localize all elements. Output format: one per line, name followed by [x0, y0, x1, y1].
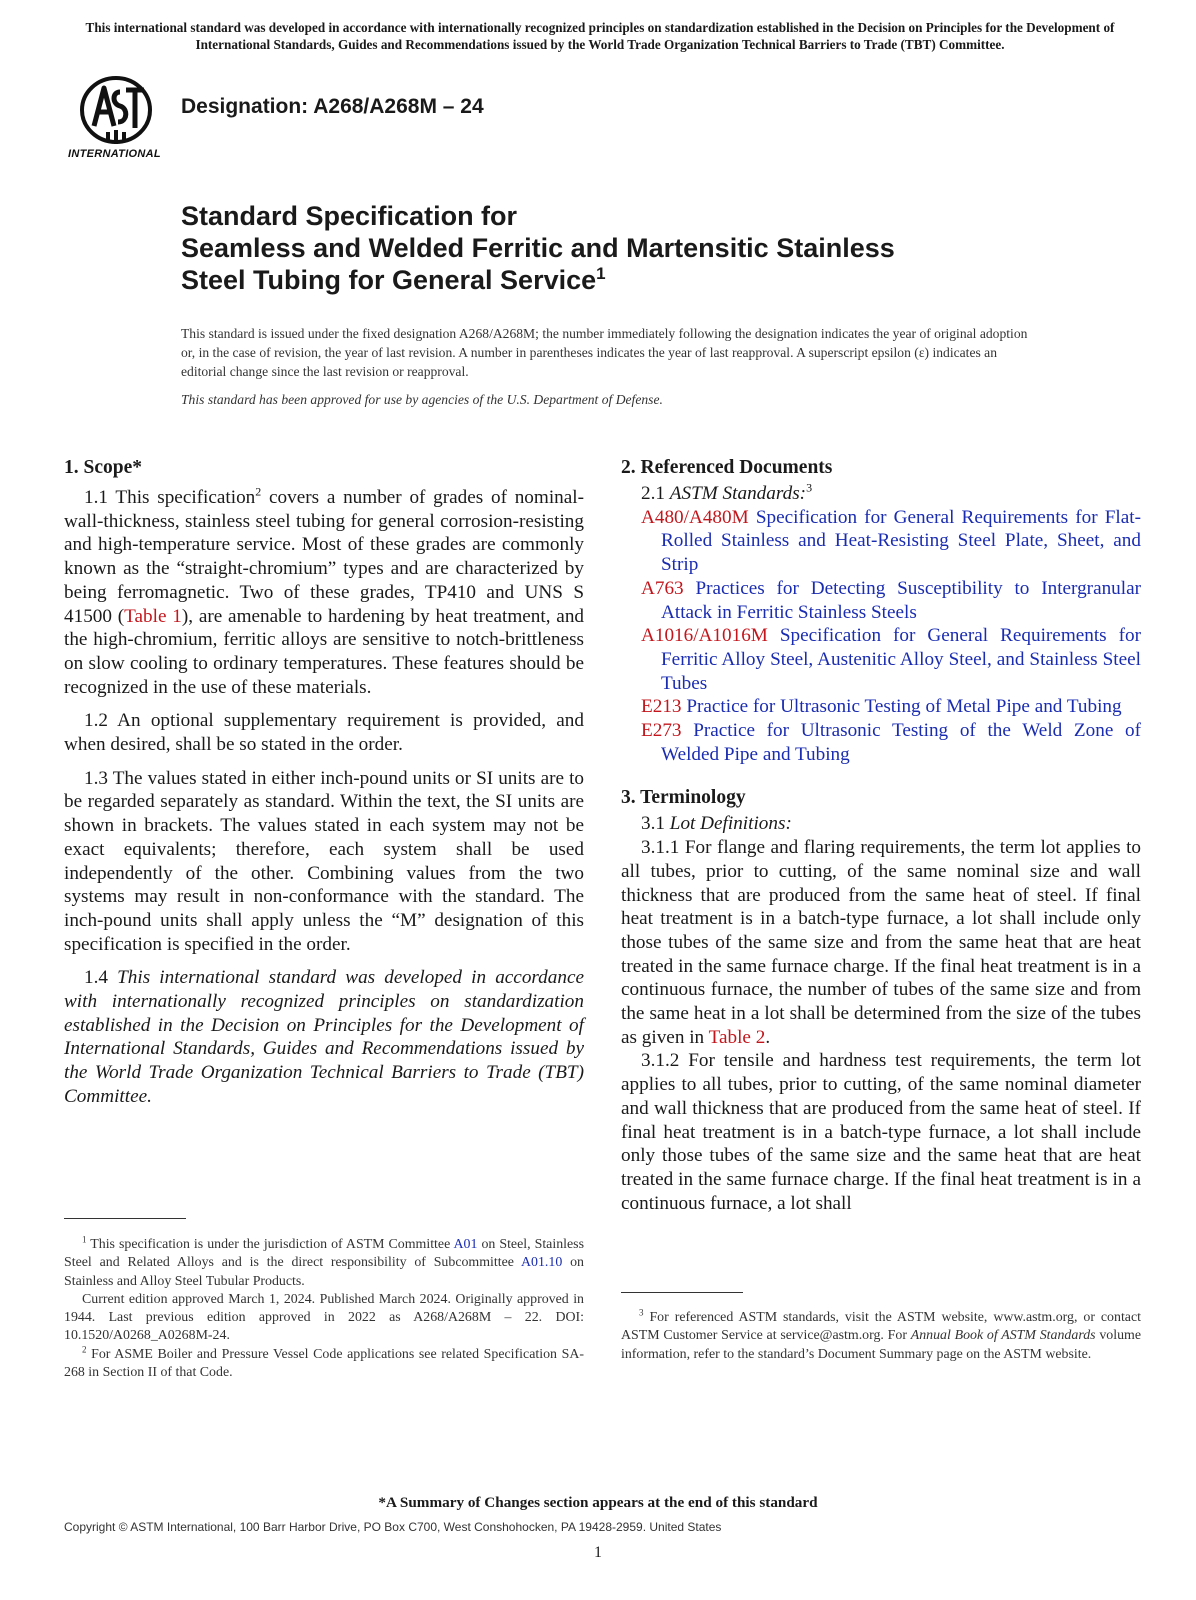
footnotes-left [64, 1236, 584, 1382]
referenced-document[interactable] [621, 719, 1141, 766]
footnote-1-text-c: on Stainless and Alloy Steel Tubular Products. [64, 1255, 584, 1289]
footnote-3-text: For referenced ASTM standards, visit the ASTM website, www.astm.org, or contact ASTM Customer Service at service@astm.org. For [621, 1310, 1141, 1344]
table-1-link[interactable]: Table 1 [124, 605, 182, 627]
paragraph-1-3: 1.3 The values stated in either inch-pound units or SI units are to be regarded separately as standard. Within the text, the SI units are shown in brackets. The values stated in each system may not be exact equivalents; therefore, each system shall be used independently of the other. Combining values from the two systems may result in non-conformance with the standard. The inch-pound units shall apply unless the “M” designation of this specification is specified in the order. [64, 767, 584, 955]
left-column [64, 456, 584, 1119]
footnote-3-mark: 3 [639, 1307, 644, 1318]
paragraph-1-4 [64, 966, 584, 1108]
footnote-rule-left [64, 1218, 186, 1219]
referenced-document-title[interactable]: Specification for General Requirements for Flat-Rolled Stainless and Heat-Resisting Steel Plate, Sheet, and Strip [661, 506, 1141, 576]
section-heading-scope: 1. Scope* [64, 457, 142, 478]
referenced-document[interactable] [621, 506, 1141, 577]
header-notice: This international standard was developed in accordance with internationally recognized principles on standardization established in the Decision on Principles for the Development of International Standards, Guides and Recommendations issued by the World Trade Organization Technical Barriers to Trade (TBT) Committee. [85, 20, 1115, 52]
document-title [181, 200, 895, 296]
subsection-3-1-label: Lot Definitions: [669, 813, 792, 835]
paragraph-1-4-number: 1.4 [84, 967, 118, 989]
referenced-document-title[interactable]: Practices for Detecting Susceptibility to Intergranular Attack in Ferritic Stainless Steels [661, 577, 1142, 623]
paragraph-1-4-text: This international standard was developed in accordance with internationally recognized principles on standardization established in the Decision on Principles for the Development of International Standards, Guides and Recommendations issued by the World Trade Organization Technical Barriers to Trade (TBT) Committee. [64, 967, 584, 1107]
summary-of-changes-note: *A Summary of Changes section appears at the end of this standard [378, 1494, 818, 1511]
referenced-document-code[interactable]: A1016/A1016M [641, 625, 768, 647]
referenced-document[interactable] [621, 577, 1141, 624]
paragraph-3-1-2: 3.1.2 For tensile and hardness test requirements, the term lot applies to all tubes, prior to cutting, of the same nominal diameter and wall thickness that are produced from the same heat of steel. If final heat treatment is in a batch-type furnace, a lot shall include only those tubes of the same size and the same heat that are heat treated in the same furnace charge. If the final heat treatment is in a continuous furnace, a lot shall [621, 1050, 1141, 1214]
title-line-3-text: Steel Tubing for General Service [181, 265, 597, 295]
referenced-document-code[interactable]: E213 [641, 696, 682, 718]
referenced-document[interactable] [621, 695, 1141, 719]
copyright-line: Copyright © ASTM International, 100 Barr Harbor Drive, PO Box C700, West Conshohocken, PA 19428-2959. United States [64, 1520, 722, 1534]
footnote-1-text: This specification is under the jurisdiction of ASTM Committee [86, 1237, 454, 1252]
dod-approval: This standard has been approved for use by agencies of the U.S. Department of Defense. [181, 392, 663, 407]
designation: Designation: A268/A268M – 24 [181, 95, 484, 118]
subsection-2-1 [621, 482, 1141, 506]
right-column [621, 456, 1141, 1215]
footnote-1-text-b: on Steel, Stainless Steel and Related Alloys and is the direct responsibility of Subcommittee [64, 1237, 584, 1271]
footnote-rule-right [621, 1292, 743, 1293]
footnote-1-edition: Current edition approved March 1, 2024. Published March 2024. Originally approved in 1944. Last previous edition approved in 2022 as A268/A268M – 22. DOI: 10.1520/A0268_A0268M-24. [64, 1291, 584, 1344]
footnote-2-mark: 2 [82, 1344, 87, 1355]
referenced-document-code[interactable]: E273 [641, 720, 682, 742]
footnote-3-book-title: Annual Book of ASTM Standards [910, 1328, 1096, 1344]
paragraph-1-1 [64, 486, 584, 699]
logo-caption: INTERNATIONAL [68, 148, 161, 160]
title-line-3 [181, 264, 895, 296]
footnote-3 [621, 1309, 1141, 1364]
subcommittee-a01-10-link[interactable]: A01.10 [521, 1255, 563, 1271]
section-heading-terminology: 3. Terminology [621, 787, 746, 809]
footnotes-right [621, 1309, 1141, 1364]
footnote-1-mark: 1 [82, 1234, 87, 1245]
page-number: 1 [594, 1544, 602, 1561]
title-line-1: Standard Specification for [181, 201, 518, 231]
referenced-documents-list [621, 506, 1141, 767]
referenced-document-code[interactable]: A763 [641, 577, 684, 599]
paragraph-1-1-text: 1.1 This specification [84, 487, 256, 508]
issued-statement: This standard is issued under the fixed designation A268/A268M; the number immediately following the designation indicates the year of original adoption or, in the case of revision, the year of last revision. A number in parentheses indicates the year of last reapproval. A superscript epsilon (ε) indicates an editorial change since the last revision or reapproval. [181, 326, 1028, 379]
committee-a01-link[interactable]: A01 [453, 1237, 478, 1252]
paragraph-3-1-1 [621, 836, 1141, 1049]
title-line-2: Seamless and Welded Ferritic and Martensitic Stainless [181, 233, 895, 263]
paragraph-1-1-text-c: ), are amenable to hardening by heat treatment, and the high-chromium, ferritic alloys are sensitive to notch-brittleness on slow cooling to ordinary temperatures. These features should be recognized in the use of these materials. [64, 605, 585, 698]
paragraph-3-1-1-text: 3.1.1 For flange and flaring requirements, the term lot applies to all tubes, prior to cutting, of the same nominal size and wall thickness that are produced from the same heat of steel. If final heat treatment is in a batch-type furnace, a lot shall include only those tubes of the same size and from the same heat that are heat treated in the same furnace charge. If the final heat treatment is in a continuous furnace, the number of tubes of the same size and from the same heat in a lot shall be determined from the size of the tubes as given in [621, 837, 1141, 1048]
section-heading-referenced-documents: 2. Referenced Documents [621, 457, 833, 478]
subsection-2-1-label: ASTM Standards: [669, 483, 807, 504]
title-footnote-mark: 1 [596, 264, 606, 283]
footnote-mark-2: 2 [255, 484, 262, 499]
paragraph-1-1-text-b: covers a number of grades of nominal-wall-thickness, stainless steel tubing for general corrosion-resisting and high-temperature service. Most of these grades are commonly known as the “straight-chromium” types and are characterized by being ferromagnetic. Two of these grades, TP410 and UNS S 41500 ( [64, 487, 584, 627]
paragraph-1-2: 1.2 An optional supplementary requirement is provided, and when desired, shall be so stated in the order. [64, 710, 584, 756]
table-2-link[interactable]: Table 2 [708, 1026, 766, 1048]
footnote-3-text-b: volume information, refer to the standard’s Document Summary page on the ASTM website. [621, 1328, 1141, 1362]
subsection-2-1-number: 2.1 [641, 483, 670, 504]
subsection-3-1 [621, 812, 1141, 836]
referenced-document-title[interactable]: Specification for General Requirements for Ferritic Alloy Steel, Austenitic Alloy Steel, and Stainless Steel Tubes [661, 625, 1141, 694]
footnote-mark-3: 3 [806, 480, 813, 495]
referenced-document-title[interactable]: Practice for Ultrasonic Testing of the Weld Zone of Welded Pipe and Tubing [661, 720, 1141, 765]
footnote-2-text: For ASME Boiler and Pressure Vessel Code applications see related Specification SA-268 in Section II of that Code. [64, 1346, 584, 1381]
referenced-document[interactable] [621, 624, 1141, 695]
subsection-3-1-number: 3.1 [641, 813, 670, 835]
astm-logo [64, 70, 168, 166]
footnote-1 [64, 1236, 584, 1291]
referenced-document-title[interactable]: Practice for Ultrasonic Testing of Metal Pipe and Tubing [686, 696, 1122, 718]
footnote-2 [64, 1346, 584, 1383]
paragraph-3-1-1-end: . [765, 1026, 771, 1048]
referenced-document-code[interactable]: A480/A480M [641, 506, 749, 528]
